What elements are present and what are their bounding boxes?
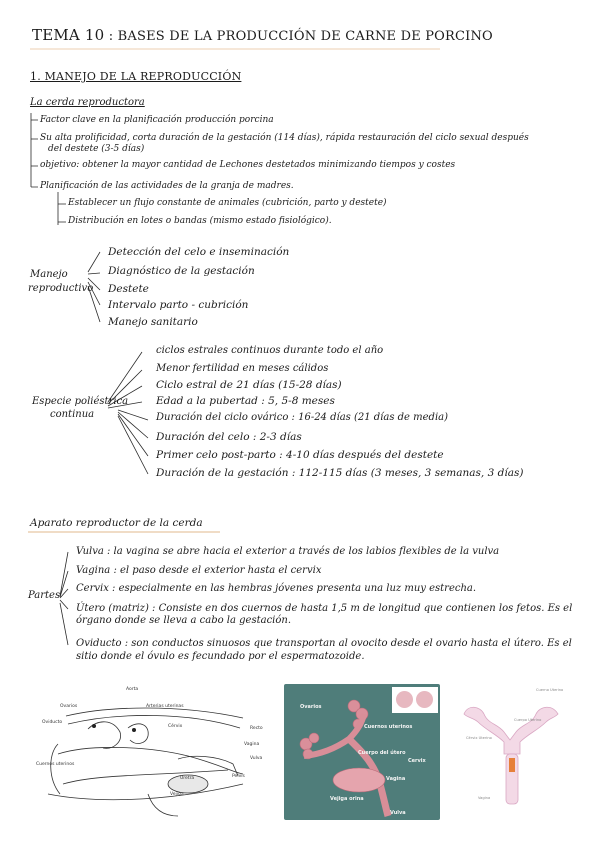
list-item: Establecer un flujo constante de animales (cubrición, parto y destete) (68, 198, 387, 208)
list-item: Su alta prolificidad, corta duración de la gestación (114 días), rápida restauración del ciclo sexual después (40, 133, 529, 143)
list-item: Diagnóstico de la gestación (108, 265, 255, 277)
diagram-label-cervix: Cérvix (168, 724, 183, 729)
list-item: Duración del ciclo ovárico : 16-24 días (21 días de media) (156, 412, 449, 423)
photo-label-vejiga: Vejiga orina (330, 796, 364, 802)
diagram-label-vulva: Vulva (250, 756, 263, 761)
diagram-label-aorta: Aorta (126, 687, 139, 692)
schematic-label-cuerpo: Cuerpo Uterino (514, 718, 542, 722)
diagram-label-arterias: Arterias uterinas (146, 704, 184, 709)
list-item: Manejo sanitario (108, 316, 198, 328)
diagram-label-ovarios: Ovarios (60, 704, 78, 709)
especie-label-2: continua (50, 409, 95, 420)
diagram-label-pelvis: Pelvis (232, 774, 245, 779)
reproductive-tract-photo (284, 684, 440, 820)
schematic-label-cervix: Cérvix Uterino (466, 736, 492, 740)
list-item: Ciclo estral de 21 días (15-28 días) (156, 379, 342, 391)
partes-label: Partes (28, 590, 61, 601)
list-item: Detección del celo e inseminación (108, 246, 290, 258)
diagram-label-vagina: Vagina (244, 742, 260, 747)
manejo-label-1: Manejo (30, 269, 68, 280)
list-item: Factor clave en la planificación producción porcina (40, 115, 274, 125)
photo-label-cuernos: Cuernos uterinos (364, 724, 413, 730)
subheading-cerda: La cerda reproductora (30, 97, 145, 108)
list-item: Intervalo parto - cubrición (108, 299, 249, 311)
photo-label-vagina: Vagina (386, 776, 406, 782)
ovary-inset (392, 687, 438, 713)
schematic-label-cuerno: Cuerno Uterino (536, 688, 564, 692)
list-item: Menor fertilidad en meses cálidos (156, 363, 329, 374)
list-item: Distribución en lotes o bandas (mismo estado fisiológico). (68, 216, 332, 226)
photo-label-cuerpo: Cuerpo del útero (358, 750, 406, 756)
photo-label-vulva: Vulva (390, 810, 406, 816)
diagram-label-uretra: Uretra (180, 776, 195, 781)
list-item: Oviducto : son conductos sinuosos que transportan al ovocito desde el ovario hasta el útero. Es el sitio donde el óvulo es fecundado por el espermatozoide. (76, 638, 572, 662)
diagram-label-cuernos: Cuernos uterinos (36, 762, 75, 767)
list-item: Duración de la gestación : 112-115 días (3 meses, 3 semanas, 3 días) (156, 467, 524, 479)
schematic-label-vagina: Vagina (478, 796, 491, 800)
section-heading-aparato: Aparato reproductor de la cerda (30, 517, 203, 529)
list-item: del destete (3-5 días) (48, 144, 145, 154)
section-heading-manejo: 1. MANEJO DE LA REPRODUCCIÓN (30, 70, 242, 83)
list-item: ciclos estrales continuos durante todo el año (156, 345, 384, 356)
list-item: Duración del celo : 2-3 días (156, 431, 302, 443)
diagram-label-vejiga: Vejiga (170, 792, 184, 797)
list-item: Primer celo post-parto : 4-10 días después del destete (156, 449, 444, 461)
list-item: Cervix : especialmente en las hembras jóvenes presenta una luz muy estrecha. (76, 583, 477, 594)
especie-label-1: Especie poliéstrica (32, 396, 129, 407)
diagram-label-oviducto: Oviducto (42, 720, 63, 725)
ovary-right-image (416, 691, 433, 708)
anatomy-diagram (28, 684, 270, 820)
list-item: objetivo: obtener la mayor cantidad de Lechones destetados minimizando tiempos y costes (40, 160, 456, 170)
list-item: Vulva : la vagina se abre hacia el exterior a través de los labios flexibles de la vulva (76, 546, 500, 557)
diagram-label-recto: Recto (250, 726, 263, 731)
uterus-schematic (454, 684, 572, 820)
photo-label-cervix: Cervix (408, 758, 426, 764)
uterus-drawing (454, 684, 572, 820)
list-item: Vagina : el paso desde el exterior hasta el cervix (76, 565, 322, 576)
list-item: Planificación de las actividades de la granja de madres. (40, 181, 294, 191)
title-text: : BASES DE LA PRODUCCIÓN DE CARNE DE PORCINO (108, 29, 493, 44)
photo-label-ovarios: Ovarios (300, 704, 322, 710)
ovary-left-image (396, 691, 413, 708)
list-item: Útero (matriz) : Consiste en dos cuernos de hasta 1,5 m de longitud que contienen los fetos. Es el órgano donde se lleva a cabo la gestación. (76, 603, 573, 626)
manejo-label-2: reproductivo (28, 283, 94, 294)
list-item: Destete (108, 283, 149, 295)
page-title (32, 26, 493, 44)
list-item: Edad a la pubertad : 5, 5-8 meses (156, 395, 335, 407)
title-number: TEMA 10 (32, 26, 105, 44)
